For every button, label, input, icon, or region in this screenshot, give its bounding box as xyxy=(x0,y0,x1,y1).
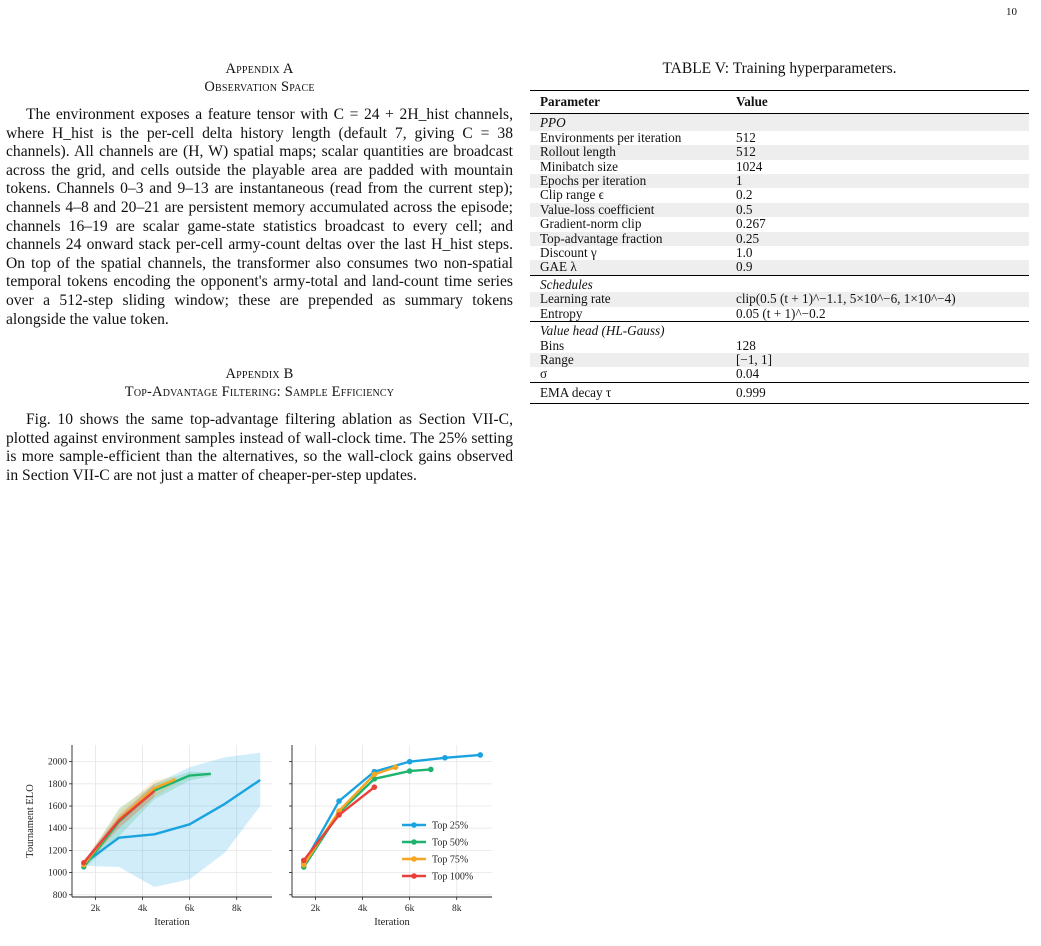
table-cell-value: 0.05 (t + 1)^−0.2 xyxy=(736,305,826,321)
table-cell-value: [−1, 1] xyxy=(730,353,1029,367)
chart-panel-1 xyxy=(25,745,272,928)
table-row xyxy=(530,174,1029,188)
x-tick-label: 2k xyxy=(310,904,321,914)
table-row xyxy=(530,188,1029,202)
table-cell-value: 0.267 xyxy=(736,216,766,232)
legend-swatch-marker xyxy=(411,839,417,845)
x-axis-label: Iteration xyxy=(154,917,190,928)
table-cell-value: 0.9 xyxy=(730,260,1029,275)
appendix-a-title: Observation Space xyxy=(204,79,315,95)
x-axis-label: Iteration xyxy=(374,917,410,928)
table-section-row xyxy=(530,275,1029,292)
table-cell-parameter: Bins xyxy=(540,337,565,353)
table-row xyxy=(530,339,1029,353)
x-tick-label: 2k xyxy=(90,904,101,914)
table-cell-parameter: Epochs per iteration xyxy=(530,174,730,188)
data-point xyxy=(477,752,483,758)
x-tick-label: 6k xyxy=(184,904,195,914)
x-tick-label: 4k xyxy=(357,904,368,914)
table-cell-parameter: Learning rate xyxy=(530,292,730,306)
left-column xyxy=(6,60,513,486)
table-row xyxy=(530,232,1029,246)
page-number: 10 xyxy=(1006,6,1017,18)
table-cell-parameter: σ xyxy=(540,366,548,382)
y-tick-label: 800 xyxy=(52,890,67,901)
table-cell-value: 0.04 xyxy=(736,366,760,382)
table-row xyxy=(530,307,1029,322)
x-tick-label: 4k xyxy=(137,904,148,914)
table-cell-value xyxy=(730,275,1029,292)
table-cell-parameter: Value head (HL-Gauss) xyxy=(530,322,730,339)
appendix-b-label: Appendix B xyxy=(225,366,294,383)
legend-label: Top 100% xyxy=(432,871,474,883)
data-point xyxy=(428,767,434,773)
data-point xyxy=(336,812,342,818)
table-cell-parameter: PPO xyxy=(530,114,730,131)
table-cell-value xyxy=(730,114,1029,131)
table-cell-value: clip(0.5 (t + 1)^−1.1, 5×10^−6, 1×10^−4) xyxy=(730,292,1029,306)
table-cell-value: 128 xyxy=(736,337,756,353)
table-cell-value: 0.999 xyxy=(730,382,1029,403)
y-tick-label: 1600 xyxy=(48,802,67,813)
x-tick-label: 8k xyxy=(231,904,242,914)
y-tick-label: 1800 xyxy=(48,779,67,790)
table-cell-value: 0.25 xyxy=(730,232,1029,246)
data-point xyxy=(442,755,448,761)
table-row xyxy=(530,131,1029,145)
legend-swatch-marker xyxy=(411,822,417,828)
confidence-band xyxy=(84,753,260,887)
legend-label: Top 25% xyxy=(432,820,469,832)
table-cell-parameter: Environments per iteration xyxy=(540,129,682,145)
table-cell-parameter: Value-loss coefficient xyxy=(530,203,730,217)
table-row xyxy=(530,382,1029,403)
table-cell-value xyxy=(730,322,1029,339)
table-cell-parameter: Rollout length xyxy=(530,145,730,159)
table-row xyxy=(530,353,1029,367)
data-point xyxy=(372,784,378,790)
hyperparameter-table xyxy=(530,90,1029,404)
table-cell-parameter: Top-advantage fraction xyxy=(530,232,730,246)
data-point xyxy=(372,772,378,778)
data-point xyxy=(301,858,307,864)
table-cell-parameter: Minibatch size xyxy=(540,158,619,174)
figure-10 xyxy=(20,735,500,941)
table-cell-parameter: GAE λ xyxy=(530,260,730,275)
appendix-a-label: Appendix A xyxy=(225,61,294,77)
data-point xyxy=(407,759,413,765)
right-column xyxy=(530,60,1029,404)
table-cell-value: 1024 xyxy=(736,158,763,174)
table-cell-parameter: Clip range ϵ xyxy=(540,187,604,203)
data-point xyxy=(393,764,399,770)
table-cell-value: 512 xyxy=(730,145,1029,159)
table-cell-parameter: Schedules xyxy=(530,275,730,292)
appendix-a-paragraph: The environment exposes a feature tensor with C = 24 + 2H_hist channels, where H_hist is the per-cell delta history length (default 7, giving C = 38 channels). All channels are (H, W) spatial maps; scalar quantities are broadcast across the grid, and cells outside the playable area are padded with mountain tokens. Channels 0–3 and 9–13 are instantaneous (read from the current step); channels 4–8 and 20–21 are persistent memory accumulated across the episode; channels 16–19 are scalar game-state statistics broadcast to every cell; and channels 24 onward stack per-cell army-count deltas over the last H_hist steps. On top of the spatial channels, the transformer also consumes two non-spatial temporal tokens encoding the opponent's army-total and land-count time series over a 512-step sliding window; these are prepended as summary tokens alongside the value token. xyxy=(6,106,513,328)
legend-swatch-marker xyxy=(411,856,417,862)
table-header-parameter: Parameter xyxy=(530,91,730,114)
data-point xyxy=(336,798,342,804)
legend-label: Top 50% xyxy=(432,837,469,849)
table-section-row xyxy=(530,322,1029,339)
appendix-b-title: Top-Advantage Filtering: Sample Efficiency xyxy=(124,384,395,401)
table-header-value: Value xyxy=(730,91,1029,114)
table-header-row xyxy=(530,91,1029,114)
table-row xyxy=(530,260,1029,275)
data-point xyxy=(407,768,413,774)
appendix-a-heading xyxy=(6,60,513,96)
table-body xyxy=(530,114,1029,404)
table-row xyxy=(530,292,1029,306)
x-tick-label: 8k xyxy=(451,904,462,914)
data-point xyxy=(81,860,86,865)
table-row xyxy=(530,145,1029,159)
legend-label: Top 75% xyxy=(432,854,469,866)
y-tick-label: 2000 xyxy=(48,757,67,768)
table-cell-parameter: Discount γ xyxy=(540,245,597,261)
table-row xyxy=(530,246,1029,260)
table-cell-value: 512 xyxy=(736,129,756,145)
legend-swatch-marker xyxy=(411,873,417,879)
y-axis-label: Tournament ELO xyxy=(25,784,36,858)
table-cell-value: 1 xyxy=(730,174,1029,188)
elo-charts xyxy=(20,735,500,941)
table-caption: TABLE V: Training hyperparameters. xyxy=(662,60,897,77)
table-cell-value: 0.5 xyxy=(730,203,1029,217)
table-cell-parameter: Range xyxy=(530,353,730,367)
table-section-row xyxy=(530,114,1029,131)
y-tick-label: 1200 xyxy=(48,846,67,857)
table-row xyxy=(530,160,1029,174)
x-tick-label: 6k xyxy=(404,904,415,914)
appendix-b-paragraph: Fig. 10 shows the same top-advantage filtering ablation as Section VII-C, plotted against environment samples instead of wall-clock time. The 25% setting is more sample-efficient than the alternatives, so the wall-clock gains observed in Section VII-C are not just a matter of cheaper-per-step updates. xyxy=(6,411,513,484)
appendix-b-heading xyxy=(6,365,513,401)
table-cell-parameter: Entropy xyxy=(540,305,583,321)
y-tick-label: 1000 xyxy=(48,868,67,879)
table-row xyxy=(530,367,1029,382)
table-cell-parameter: EMA decay τ xyxy=(530,382,730,403)
table-row xyxy=(530,217,1029,231)
table-cell-value: 1.0 xyxy=(736,245,753,261)
y-tick-label: 1400 xyxy=(48,824,67,835)
table-cell-value: 0.2 xyxy=(736,187,753,203)
chart-panel-2 xyxy=(289,745,492,928)
table-row xyxy=(530,203,1029,217)
table-cell-parameter: Gradient-norm clip xyxy=(540,216,642,232)
